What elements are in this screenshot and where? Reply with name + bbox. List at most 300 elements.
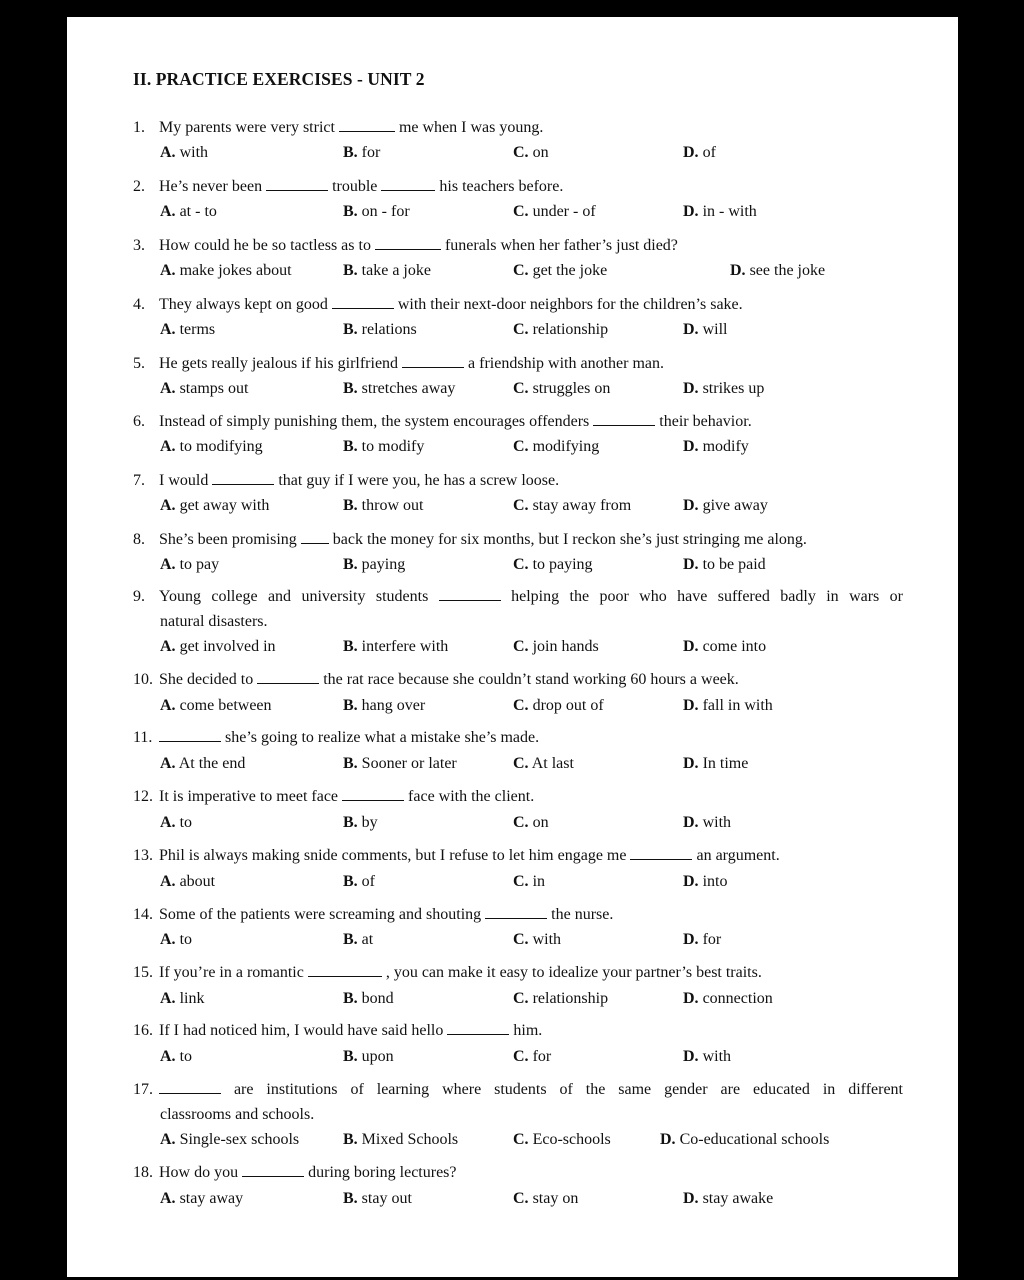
option-letter: A. [160, 1048, 176, 1065]
question-number: 4. [133, 296, 145, 313]
option-text: At last [531, 755, 574, 772]
option-letter: C. [513, 638, 529, 655]
option-letter: C. [513, 497, 529, 514]
option-text: for [361, 144, 381, 161]
option-text: with [532, 931, 562, 948]
option-a[interactable] [160, 1047, 192, 1067]
option-letter: B. [343, 262, 358, 279]
option-text: struggles on [532, 380, 611, 397]
option-d[interactable] [730, 261, 825, 281]
option-c[interactable] [513, 989, 608, 1009]
option-letter: A. [160, 873, 176, 890]
question-line [133, 667, 903, 692]
option-text: fall in with [702, 697, 773, 714]
question-text: during boring lectures? [304, 1164, 457, 1181]
option-text: At the end [178, 755, 246, 772]
option-letter: D. [683, 638, 699, 655]
option-d[interactable] [683, 989, 773, 1009]
option-a[interactable] [160, 202, 217, 222]
option-a[interactable] [160, 696, 272, 716]
question-text: Some of the patients were screaming and shouting [159, 906, 486, 923]
option-letter: A. [160, 380, 176, 397]
option-text: come into [702, 638, 767, 655]
option-letter: C. [513, 203, 529, 220]
option-a[interactable] [160, 989, 204, 1009]
answer-blank[interactable] [212, 470, 274, 485]
question-line [133, 351, 903, 376]
option-letter: D. [683, 755, 699, 772]
option-text: stay awake [702, 1190, 774, 1207]
option-text: come between [179, 697, 272, 714]
option-text: stretches away [361, 380, 456, 397]
option-a[interactable] [160, 261, 292, 281]
option-letter: B. [343, 1131, 358, 1148]
option-text: for [532, 1048, 552, 1065]
option-letter: D. [683, 1190, 699, 1207]
question-line [133, 843, 903, 868]
question-text: If you’re in a romantic [159, 964, 308, 981]
question-text: trouble [328, 178, 382, 195]
question-line [133, 784, 903, 809]
option-letter: A. [160, 497, 176, 514]
option-text: bond [361, 990, 394, 1007]
option-letter: B. [343, 990, 358, 1007]
option-a[interactable] [160, 813, 192, 833]
option-letter: D. [683, 144, 699, 161]
option-c[interactable] [513, 496, 631, 516]
question-text: Young college and university students [159, 588, 439, 605]
question-text: that guy if I were you, he has a screw loose. [274, 472, 560, 489]
question-text: He’s never been [159, 178, 267, 195]
option-d[interactable] [683, 555, 766, 575]
option-d[interactable] [683, 754, 748, 774]
question-text: face with the client. [404, 788, 535, 805]
option-c[interactable] [513, 872, 545, 892]
option-c[interactable] [513, 261, 607, 281]
question-line [133, 1018, 903, 1043]
option-d[interactable] [683, 379, 764, 399]
option-letter: C. [513, 1048, 529, 1065]
option-letter: D. [683, 556, 699, 573]
option-a[interactable] [160, 143, 208, 163]
option-letter: D. [683, 1048, 699, 1065]
option-text: stamps out [179, 380, 249, 397]
question-number: 8. [133, 531, 145, 548]
option-text: Eco-schools [532, 1131, 611, 1148]
option-text: Co-educational schools [679, 1131, 830, 1148]
option-d[interactable] [683, 1189, 773, 1209]
option-text: get involved in [179, 638, 276, 655]
answer-blank[interactable] [630, 845, 692, 860]
option-letter: A. [160, 262, 176, 279]
answer-blank[interactable] [593, 411, 655, 426]
question-number: 6. [133, 413, 145, 430]
question-1 [133, 115, 903, 140]
option-letter: A. [160, 1131, 176, 1148]
question-number: 10. [133, 671, 153, 688]
option-b[interactable] [343, 261, 431, 281]
question-text: an argument. [692, 847, 780, 864]
answer-blank[interactable] [301, 529, 329, 544]
option-letter: C. [513, 380, 529, 397]
question-text: are institutions of learning where students of the same gender are educated in different [221, 1081, 903, 1098]
option-text: terms [179, 321, 216, 338]
option-a[interactable] [160, 1130, 299, 1150]
option-text: in [532, 873, 546, 890]
question-18 [133, 1160, 903, 1185]
option-letter: D. [660, 1131, 676, 1148]
answer-blank[interactable] [342, 786, 404, 801]
option-c[interactable] [513, 202, 596, 222]
question-text: It is imperative to meet face [159, 788, 343, 805]
option-b[interactable] [343, 202, 410, 222]
option-text: stay on [532, 1190, 579, 1207]
question-11 [133, 725, 903, 750]
option-text: will [702, 321, 728, 338]
option-letter: D. [683, 380, 699, 397]
question-continuation: classrooms and schools. [160, 1106, 315, 1123]
question-text: My parents were very strict [159, 119, 339, 136]
question-line [133, 902, 903, 927]
option-b[interactable] [343, 754, 457, 774]
answer-blank[interactable] [381, 176, 435, 191]
option-letter: D. [683, 931, 699, 948]
question-continuation: natural disasters. [160, 613, 268, 630]
option-c[interactable] [513, 754, 574, 774]
option-text: with [179, 144, 209, 161]
option-letter: B. [343, 1048, 358, 1065]
question-number: 5. [133, 355, 145, 372]
option-text: throw out [361, 497, 424, 514]
option-b[interactable] [343, 496, 423, 516]
answer-blank[interactable] [159, 1079, 221, 1094]
question-text: with their next-door neighbors for the children’s sake. [393, 296, 743, 313]
question-10 [133, 667, 903, 692]
answer-blank[interactable] [242, 1162, 304, 1177]
question-text: Phil is always making snide comments, but I refuse to let him engage me [159, 847, 631, 864]
option-text: on [532, 144, 549, 161]
option-text: under - of [532, 203, 596, 220]
option-text: to modifying [179, 438, 263, 455]
option-text: Mixed Schools [361, 1131, 459, 1148]
option-letter: A. [160, 990, 176, 1007]
answer-blank[interactable] [257, 669, 319, 684]
option-text: get the joke [532, 262, 608, 279]
option-b[interactable] [343, 872, 375, 892]
option-text: drop out of [532, 697, 604, 714]
option-d[interactable] [660, 1130, 829, 1150]
question-text: back the money for six months, but I reckon she’s just stringing me along. [328, 531, 807, 548]
option-text: stay away [179, 1190, 244, 1207]
option-letter: C. [513, 321, 529, 338]
option-b[interactable] [343, 379, 455, 399]
option-letter: B. [343, 931, 358, 948]
answer-blank[interactable] [339, 117, 395, 132]
option-letter: D. [683, 873, 699, 890]
question-line [133, 725, 903, 750]
option-text: modifying [532, 438, 600, 455]
option-c[interactable] [513, 143, 549, 163]
question-text: funerals when her father’s just died? [440, 237, 678, 254]
option-text: In time [702, 755, 749, 772]
question-line [133, 292, 903, 317]
option-b[interactable] [343, 989, 394, 1009]
option-letter: A. [160, 755, 176, 772]
option-letter: D. [683, 497, 699, 514]
question-number: 15. [133, 964, 153, 981]
option-letter: A. [160, 697, 176, 714]
option-letter: D. [683, 438, 699, 455]
option-d[interactable] [683, 143, 716, 163]
question-line [133, 527, 903, 552]
option-b[interactable] [343, 637, 448, 657]
option-a[interactable] [160, 930, 192, 950]
option-letter: A. [160, 931, 176, 948]
option-d[interactable] [683, 813, 731, 833]
option-text: Single-sex schools [179, 1131, 300, 1148]
option-letter: D. [683, 321, 699, 338]
option-text: Sooner or later [361, 755, 457, 772]
question-13 [133, 843, 903, 868]
option-letter: D. [730, 262, 746, 279]
option-text: on - for [361, 203, 410, 220]
worksheet-page [67, 17, 958, 1277]
option-letter: C. [513, 814, 529, 831]
question-number: 2. [133, 178, 145, 195]
option-letter: B. [343, 814, 358, 831]
question-line [133, 1160, 903, 1185]
question-number: 12. [133, 788, 153, 805]
option-b[interactable] [343, 696, 425, 716]
option-b[interactable] [343, 1047, 394, 1067]
option-text: get away with [179, 497, 270, 514]
option-d[interactable] [683, 1047, 731, 1067]
option-text: make jokes about [179, 262, 292, 279]
option-letter: C. [513, 262, 529, 279]
option-c[interactable] [513, 379, 610, 399]
option-text: to [179, 931, 193, 948]
question-6 [133, 409, 903, 434]
answer-blank[interactable] [439, 586, 501, 601]
answer-blank[interactable] [375, 235, 441, 250]
option-letter: C. [513, 1131, 529, 1148]
option-text: about [179, 873, 216, 890]
question-text: the rat race because she couldn’t stand working 60 hours a week. [319, 671, 739, 688]
option-c[interactable] [513, 696, 604, 716]
question-number: 11. [133, 729, 153, 746]
option-d[interactable] [683, 202, 757, 222]
option-a[interactable] [160, 379, 248, 399]
option-text: modify [702, 438, 749, 455]
option-letter: D. [683, 990, 699, 1007]
question-text: How do you [159, 1164, 243, 1181]
option-a[interactable] [160, 437, 263, 457]
question-number: 1. [133, 119, 145, 136]
option-d[interactable] [683, 496, 768, 516]
question-number: 13. [133, 847, 153, 864]
option-letter: B. [343, 497, 358, 514]
option-b[interactable] [343, 437, 424, 457]
option-d[interactable] [683, 437, 749, 457]
question-line [133, 468, 903, 493]
answer-blank[interactable] [159, 727, 221, 742]
option-d[interactable] [683, 320, 727, 340]
option-d[interactable] [683, 696, 773, 716]
option-text: with [702, 1048, 732, 1065]
question-line [133, 174, 903, 199]
option-c[interactable] [513, 637, 599, 657]
option-letter: B. [343, 380, 358, 397]
option-letter: C. [513, 873, 529, 890]
option-letter: B. [343, 697, 358, 714]
option-letter: D. [683, 814, 699, 831]
option-a[interactable] [160, 555, 219, 575]
question-line [133, 233, 903, 258]
question-line [133, 960, 903, 985]
option-text: to modify [361, 438, 425, 455]
option-text: into [702, 873, 728, 890]
option-b[interactable] [343, 320, 417, 340]
answer-blank[interactable] [485, 904, 547, 919]
question-4 [133, 292, 903, 317]
option-text: in - with [702, 203, 757, 220]
question-number: 3. [133, 237, 145, 254]
option-d[interactable] [683, 637, 766, 657]
option-text: to paying [532, 556, 593, 573]
option-text: relationship [532, 990, 609, 1007]
question-9 [133, 584, 903, 634]
question-text: , you can make it easy to idealize your partner’s best traits. [381, 964, 762, 981]
question-number: 16. [133, 1022, 153, 1039]
option-c[interactable] [513, 930, 561, 950]
option-text: join hands [532, 638, 599, 655]
option-text: interfere with [361, 638, 449, 655]
option-letter: B. [343, 203, 358, 220]
option-text: hang over [361, 697, 426, 714]
answer-blank[interactable] [332, 294, 394, 309]
question-3 [133, 233, 903, 258]
question-8 [133, 527, 903, 552]
option-letter: C. [513, 697, 529, 714]
question-number: 18. [133, 1164, 153, 1181]
option-b[interactable] [343, 1189, 412, 1209]
question-line [133, 115, 903, 140]
question-text: a friendship with another man. [464, 355, 664, 372]
question-5 [133, 351, 903, 376]
option-letter: A. [160, 1190, 176, 1207]
option-letter: C. [513, 755, 529, 772]
option-letter: D. [683, 697, 699, 714]
question-17 [133, 1077, 903, 1127]
option-letter: A. [160, 203, 176, 220]
option-b[interactable] [343, 1130, 458, 1150]
question-number: 14. [133, 906, 153, 923]
option-letter: A. [160, 556, 176, 573]
option-b[interactable] [343, 930, 373, 950]
question-text: she’s going to realize what a mistake she’s made. [221, 729, 540, 746]
option-letter: A. [160, 438, 176, 455]
question-line [133, 409, 903, 434]
answer-blank[interactable] [402, 353, 464, 368]
option-c[interactable] [513, 320, 608, 340]
answer-blank[interactable] [266, 176, 328, 191]
option-text: to [179, 814, 193, 831]
question-2 [133, 174, 903, 199]
option-text: stay away from [532, 497, 632, 514]
option-b[interactable] [343, 555, 405, 575]
option-b[interactable] [343, 813, 378, 833]
option-text: see the joke [749, 262, 826, 279]
option-letter: B. [343, 321, 358, 338]
question-number: 9. [133, 588, 145, 605]
option-letter: C. [513, 438, 529, 455]
option-a[interactable] [160, 637, 276, 657]
option-letter: A. [160, 321, 176, 338]
answer-blank[interactable] [447, 1020, 509, 1035]
option-text: by [361, 814, 378, 831]
question-text: me when I was young. [394, 119, 544, 136]
option-letter: B. [343, 638, 358, 655]
question-number: 17. [133, 1081, 153, 1098]
option-d[interactable] [683, 930, 721, 950]
question-number: 7. [133, 472, 145, 489]
option-letter: A. [160, 638, 176, 655]
option-letter: B. [343, 873, 358, 890]
option-text: on [532, 814, 549, 831]
option-c[interactable] [513, 1189, 578, 1209]
question-text: She’s been promising [159, 531, 301, 548]
question-15 [133, 960, 903, 985]
option-text: paying [361, 556, 406, 573]
option-d[interactable] [683, 872, 727, 892]
option-text: to pay [179, 556, 220, 573]
option-text: of [702, 144, 716, 161]
option-a[interactable] [160, 872, 215, 892]
question-text: their behavior. [655, 413, 752, 430]
option-letter: C. [513, 1190, 529, 1207]
option-c[interactable] [513, 555, 593, 575]
option-a[interactable] [160, 754, 245, 774]
question-text: He gets really jealous if his girlfriend [159, 355, 403, 372]
option-c[interactable] [513, 813, 549, 833]
option-text: at [361, 931, 374, 948]
answer-blank[interactable] [308, 962, 382, 977]
option-letter: B. [343, 556, 358, 573]
option-letter: B. [343, 438, 358, 455]
question-14 [133, 902, 903, 927]
question-line [133, 584, 903, 609]
option-letter: B. [343, 144, 358, 161]
option-c[interactable] [513, 1130, 611, 1150]
option-text: for [702, 931, 722, 948]
question-text: How could he be so tactless as to [159, 237, 375, 254]
option-a[interactable] [160, 320, 215, 340]
option-b[interactable] [343, 143, 380, 163]
option-letter: C. [513, 144, 529, 161]
option-text: give away [702, 497, 768, 514]
option-a[interactable] [160, 1189, 243, 1209]
question-text: They always kept on good [159, 296, 332, 313]
question-text: She decided to [159, 671, 258, 688]
question-text: his teachers before. [435, 178, 564, 195]
option-a[interactable] [160, 496, 269, 516]
option-text: to be paid [702, 556, 766, 573]
question-text: the nurse. [547, 906, 614, 923]
option-c[interactable] [513, 437, 599, 457]
option-text: upon [361, 1048, 394, 1065]
option-c[interactable] [513, 1047, 551, 1067]
option-letter: B. [343, 1190, 358, 1207]
